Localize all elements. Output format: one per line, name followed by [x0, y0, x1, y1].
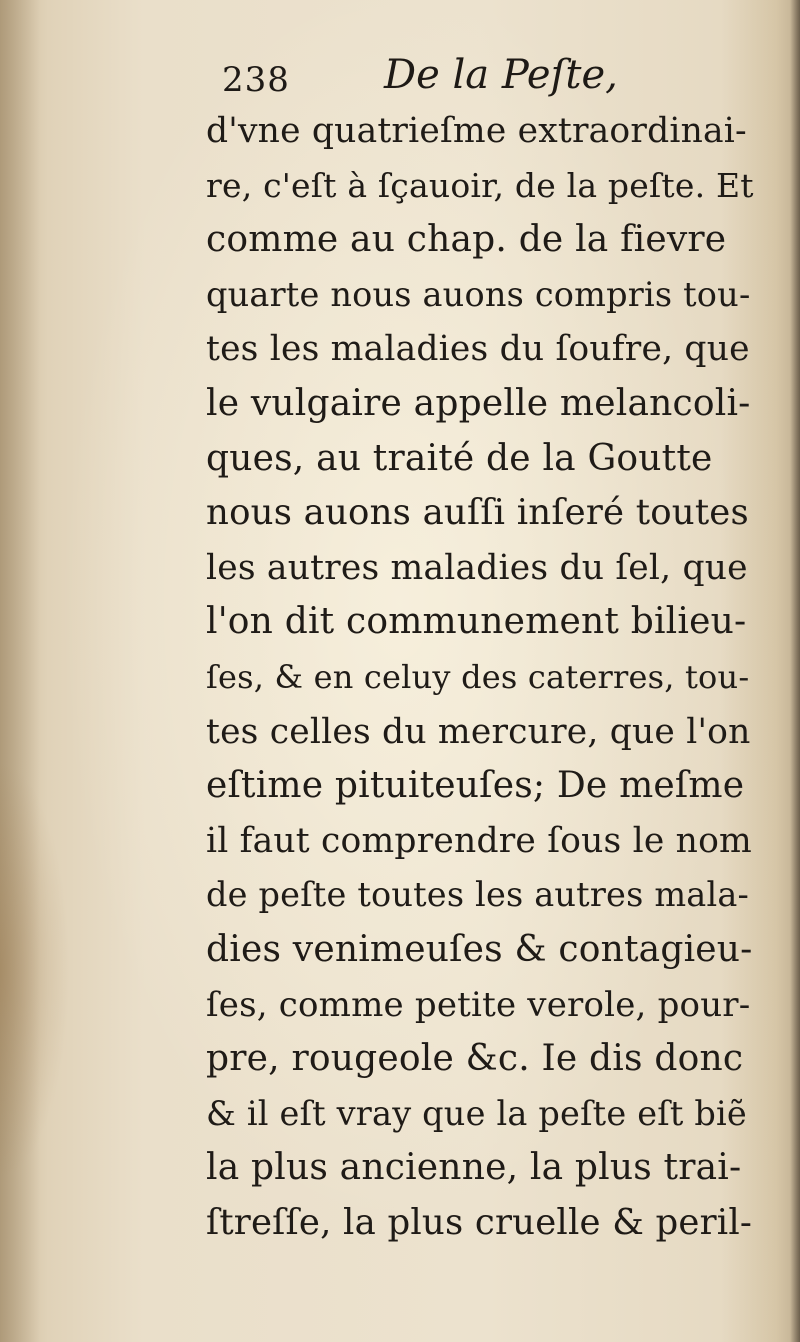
text-line: re, c'eſt à ſçauoir, de la peſte. Et — [206, 165, 754, 205]
text-line: tes celles du mercure, que l'on — [206, 711, 751, 752]
body-text — [206, 104, 754, 1250]
text-line: quarte nous auons compris tou- — [206, 274, 751, 314]
text-line: tes les maladies du ſoufre, que — [206, 329, 750, 370]
text-line: eſtime pituiteuſes; De meſme — [206, 765, 745, 807]
text-line: pre, rougeole &c. Ie dis donc — [206, 1038, 744, 1080]
text-line: dies venimeuſes & contagieu- — [206, 928, 753, 970]
text-line: ſtreſſe, la plus cruelle & peril- — [206, 1201, 753, 1243]
text-line: le vulgaire appelle melancoli- — [206, 382, 751, 424]
paper-stain — [0, 760, 70, 1180]
running-title: De la Peſte, — [384, 52, 618, 98]
text-line: il faut comprendre ſous le nom — [206, 820, 752, 861]
text-line: de peſte toutes les autres mala- — [206, 875, 750, 915]
text-line: ſes, comme petite verole, pour- — [206, 984, 751, 1025]
page-header — [222, 52, 742, 108]
text-line: & il eſt vray que la peſte eſt biẽ — [206, 1093, 747, 1133]
text-line: la plus ancienne, la plus trai- — [206, 1147, 742, 1189]
page-number: 238 — [222, 60, 290, 100]
text-line: ques, au traité de la Goutte — [206, 437, 713, 479]
text-line: d'vne quatrieſme extraordinai- — [206, 111, 747, 151]
page-edge — [790, 0, 800, 1342]
text-line: nous auons auſſi inſeré toutes — [206, 492, 749, 534]
text-line: l'on dit communement bilieu- — [206, 601, 747, 643]
text-line: ſes, & en celuy des caterres, tou- — [206, 657, 750, 696]
text-line: comme au chap. de la fievre — [206, 219, 727, 261]
text-line: les autres maladies du ſel, que — [206, 547, 748, 588]
